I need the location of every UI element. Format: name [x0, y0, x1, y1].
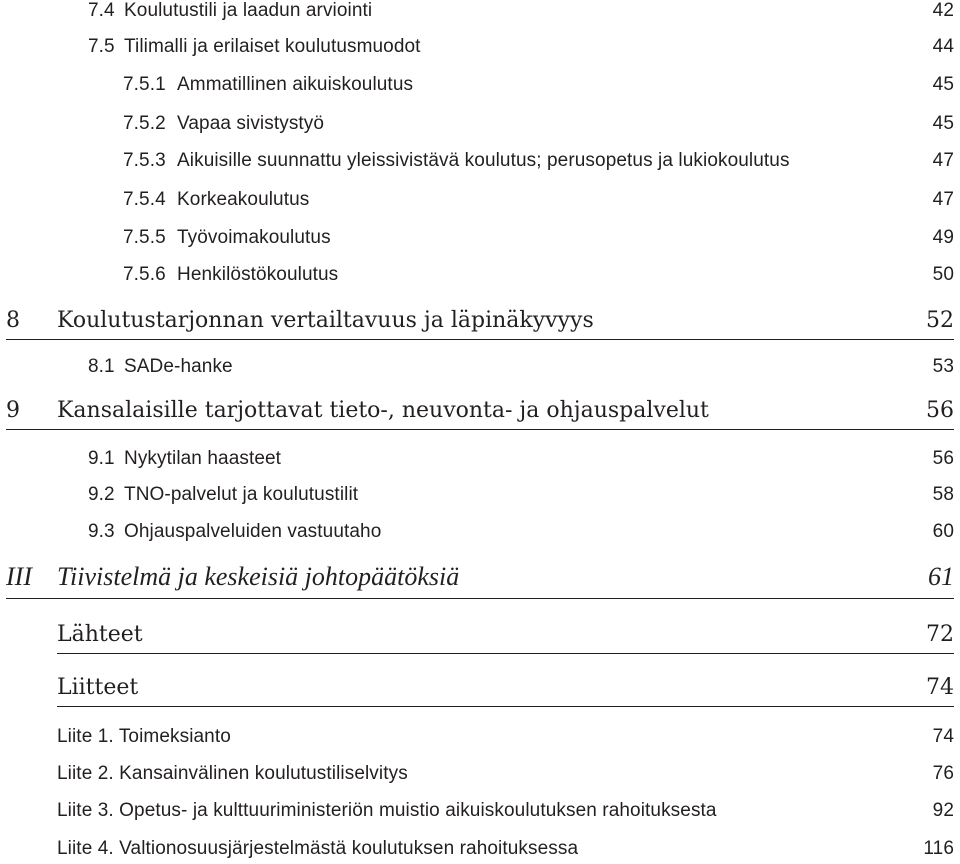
section-number: 7.4: [88, 0, 115, 21]
toc-appendix-3[interactable]: [57, 800, 954, 822]
page-number: 47: [932, 150, 954, 171]
page-number: 60: [932, 521, 954, 542]
appendix-title: Liite 1. Toimeksianto: [57, 726, 231, 747]
appendix-title: Liite 4. Valtionosuusjärjestelmästä koulutuksen rahoituksessa: [57, 838, 579, 859]
chapter-title: Koulutustarjonnan vertailtavuus ja läpinäkyvyys: [57, 308, 594, 333]
section-number: 7.5.4: [123, 189, 166, 210]
page-number: 61: [928, 562, 954, 591]
section-number: 7.5.6: [123, 264, 166, 285]
section-title: Nykytilan haasteet: [124, 448, 282, 469]
page-number: 76: [932, 763, 954, 784]
section-title: Koulutustili ja laadun arviointi: [124, 0, 373, 21]
page-number: 45: [932, 74, 954, 95]
section-title: Aikuisille suunnattu yleissivistävä koulutus; perusopetus ja lukiokoulutus: [177, 150, 790, 171]
section-title: SADe-hanke: [124, 356, 233, 377]
toc-entry-7-5-3[interactable]: [123, 150, 954, 172]
page-number: 44: [932, 36, 954, 57]
section-number: 7.5.2: [123, 113, 166, 134]
toc-appendices[interactable]: [57, 675, 954, 707]
page-number: 56: [926, 398, 954, 423]
toc-entry-7-5[interactable]: [88, 36, 954, 58]
page-number: 52: [926, 308, 954, 333]
section-number: 9.3: [88, 521, 115, 542]
appendix-title: Liite 3. Opetus- ja kulttuuriministeriön muistio aikuiskoulutuksen rahoituksesta: [57, 800, 717, 821]
section-number: 9.1: [88, 448, 115, 469]
toc-entry-9-2[interactable]: [88, 484, 954, 506]
toc-entry-7-5-1[interactable]: [123, 74, 954, 96]
section-title: Korkeakoulutus: [177, 189, 310, 210]
appendix-title: Liite 2. Kansainvälinen koulutustiliselvitys: [57, 763, 408, 784]
toc-chapter-9[interactable]: [6, 398, 954, 430]
toc-appendix-1[interactable]: [57, 726, 954, 748]
section-number: 8.1: [88, 356, 115, 377]
page-number: 50: [932, 264, 954, 285]
page-number: 45: [932, 113, 954, 134]
chapter-number: 8: [6, 308, 20, 333]
section-title: Ammatillinen aikuiskoulutus: [177, 74, 414, 95]
section-number: 7.5: [88, 36, 115, 57]
page-number: 49: [932, 227, 954, 248]
toc-entry-7-5-4[interactable]: [123, 189, 954, 211]
toc-entry-7-5-5[interactable]: [123, 227, 954, 249]
page-number: 47: [932, 189, 954, 210]
section-title: TNO-palvelut ja koulutustilit: [124, 484, 359, 505]
section-title: Henkilöstökoulutus: [177, 264, 339, 285]
section-number: 9.2: [88, 484, 115, 505]
toc-references[interactable]: [57, 622, 954, 654]
toc-appendix-2[interactable]: [57, 763, 954, 785]
toc-entry-7-5-2[interactable]: [123, 113, 954, 135]
section-number: 7.5.1: [123, 74, 166, 95]
section-number: 7.5.3: [123, 150, 166, 171]
references-title: Lähteet: [57, 622, 143, 647]
toc-appendix-4[interactable]: [57, 838, 954, 860]
section-title: Työvoimakoulutus: [177, 227, 331, 248]
section-title: Ohjauspalveluiden vastuutaho: [124, 521, 382, 542]
page-number: 116: [923, 838, 954, 859]
appendices-title: Liitteet: [57, 675, 139, 700]
page-number: 72: [926, 622, 954, 647]
page-number: 74: [926, 675, 954, 700]
section-number: 7.5.5: [123, 227, 166, 248]
toc-entry-7-5-6[interactable]: [123, 264, 954, 286]
chapter-number: 9: [6, 398, 20, 423]
toc-entry-8-1[interactable]: [88, 356, 954, 378]
page-number: 92: [932, 800, 954, 821]
part-title: Tiivistelmä ja keskeisiä johtopäätöksiä: [57, 562, 460, 591]
page-number: 56: [932, 448, 954, 469]
toc-part-iii[interactable]: [6, 562, 954, 599]
toc-entry-9-3[interactable]: [88, 521, 954, 543]
page-number: 42: [932, 0, 954, 21]
page-number: 58: [932, 484, 954, 505]
toc-entry-9-1[interactable]: [88, 448, 954, 470]
toc-chapter-8[interactable]: [6, 308, 954, 340]
page-number: 53: [932, 356, 954, 377]
section-title: Vapaa sivistystyö: [177, 113, 325, 134]
part-number: III: [6, 562, 32, 591]
section-title: Tilimalli ja erilaiset koulutusmuodot: [124, 36, 421, 57]
page-number: 74: [932, 726, 954, 747]
chapter-title: Kansalaisille tarjottavat tieto-, neuvonta- ja ohjauspalvelut: [57, 398, 709, 423]
toc-entry-7-4[interactable]: [88, 0, 954, 22]
